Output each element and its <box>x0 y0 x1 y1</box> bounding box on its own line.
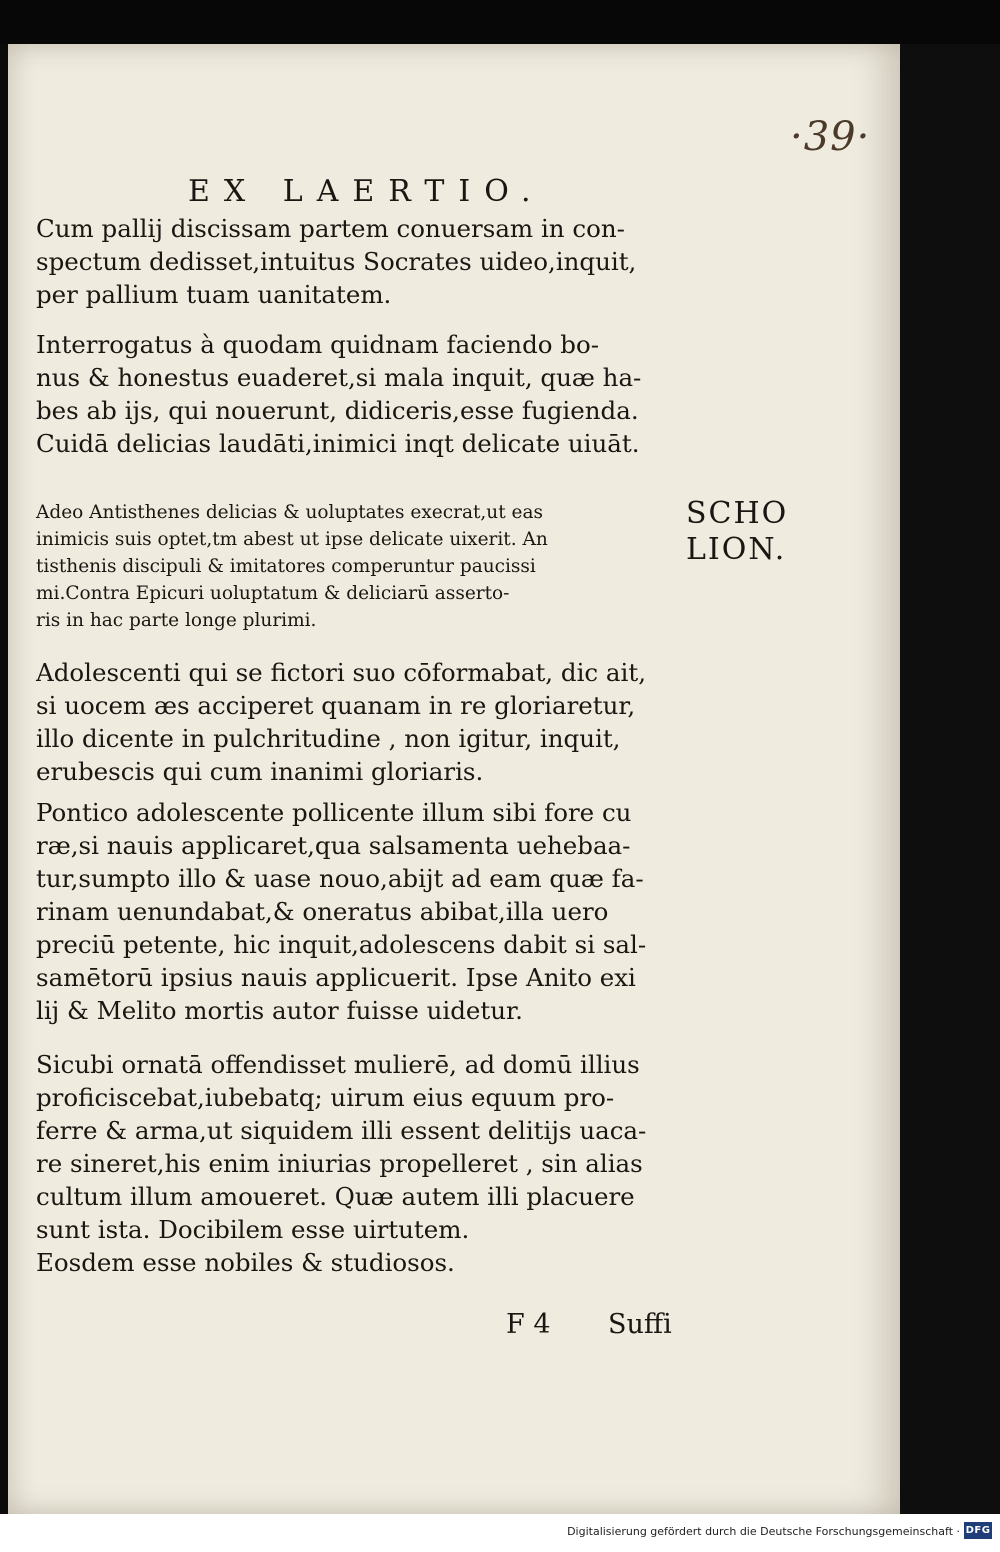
text-line: proficiscebat,iubebatq; uirum eius equum pro- <box>36 1083 615 1112</box>
text-line: nus & honestus euaderet,si mala inquit, quæ ha- <box>36 363 642 392</box>
text-line: ræ,si nauis applicaret,qua salsamenta uehebaa- <box>36 831 631 860</box>
paragraph-2 <box>36 328 676 460</box>
text-line: per pallium tuam uanitatem. <box>36 280 392 309</box>
text-line: preciū petente, hic inquit,adolescens dabit si sal- <box>36 930 647 959</box>
book-page <box>8 44 900 1514</box>
text-line: erubescis qui cum inanimi gloriaris. <box>36 757 484 786</box>
text-line: tur,sumpto illo & uase nouo,abijt ad eam quæ fa- <box>36 864 644 893</box>
text-line: Sicubi ornatā offendisset mulierē, ad domū illius <box>36 1050 640 1079</box>
catchword: Suffi <box>608 1309 672 1340</box>
text-line: Eosdem esse nobiles & studiosos. <box>36 1248 455 1277</box>
text-line: Adolescenti qui se fictori suo cōformabat, dic ait, <box>36 658 646 687</box>
text-line: inimicis suis optet,tm abest ut ipse delicate uixerit. An <box>36 529 548 550</box>
text-line: Interrogatus à quodam quidnam faciendo bo- <box>36 330 599 359</box>
text-line: cultum illum amoueret. Quæ autem illi placuere <box>36 1182 635 1211</box>
paragraph-1 <box>36 212 676 311</box>
signature-mark: F 4 <box>506 1309 551 1340</box>
text-line: lij & Melito mortis autor fuisse uidetur. <box>36 996 523 1025</box>
scholion-margin-label <box>686 496 788 568</box>
running-header: EX LAERTIO. <box>188 174 545 209</box>
paragraph-5 <box>36 1048 676 1279</box>
text-line: Cum pallij discissam partem conuersam in con- <box>36 214 625 243</box>
text-line: si uocem æs acciperet quanam in re gloriaretur, <box>36 691 636 720</box>
credit-text: Digitalisierung gefördert durch die Deutsche Forschungsgemeinschaft · <box>567 1525 960 1538</box>
paragraph-3 <box>36 656 676 788</box>
dfg-logo[interactable]: DFG <box>964 1522 992 1539</box>
text-line: re sineret,his enim iniurias propelleret , sin alias <box>36 1149 643 1178</box>
text-line: ferre & arma,ut siquidem illi essent delitijs uaca- <box>36 1116 647 1145</box>
text-line: Cuidā delicias laudāti,inimici inqt delicate uiuāt. <box>36 429 640 458</box>
text-line: illo dicente in pulchritudine , non igitur, inquit, <box>36 724 621 753</box>
text-line: ris in hac parte longe plurimi. <box>36 610 317 631</box>
text-line: mi.Contra Epicuri uoluptatum & deliciarū asserto- <box>36 583 510 604</box>
text-line: spectum dedisset,intuitus Socrates uideo,inquit, <box>36 247 637 276</box>
folio-number: ·39· <box>790 114 871 160</box>
paragraph-4 <box>36 796 676 1027</box>
text-line: rinam uenundabat,& oneratus abibat,illa uero <box>36 897 609 926</box>
margin-label-line: LION. <box>686 532 787 567</box>
viewer-top-margin <box>0 0 1000 44</box>
margin-label-line: SCHO <box>686 496 789 531</box>
text-line: tisthenis discipuli & imitatores comperuntur paucissi <box>36 556 536 577</box>
credit-footer <box>0 1514 1000 1552</box>
scholion-commentary <box>36 499 676 634</box>
text-line: sunt ista. Docibilem esse uirtutem. <box>36 1215 470 1244</box>
text-line: Adeo Antisthenes delicias & uoluptates execrat,ut eas <box>36 502 544 523</box>
text-line: Pontico adolescente pollicente illum sibi fore cu <box>36 798 632 827</box>
text-line: samētorū ipsius nauis applicuerit. Ipse Anito exi <box>36 963 636 992</box>
page-shadow-edge <box>900 44 1000 1514</box>
text-line: bes ab ijs, qui nouerunt, didiceris,esse fugienda. <box>36 396 639 425</box>
